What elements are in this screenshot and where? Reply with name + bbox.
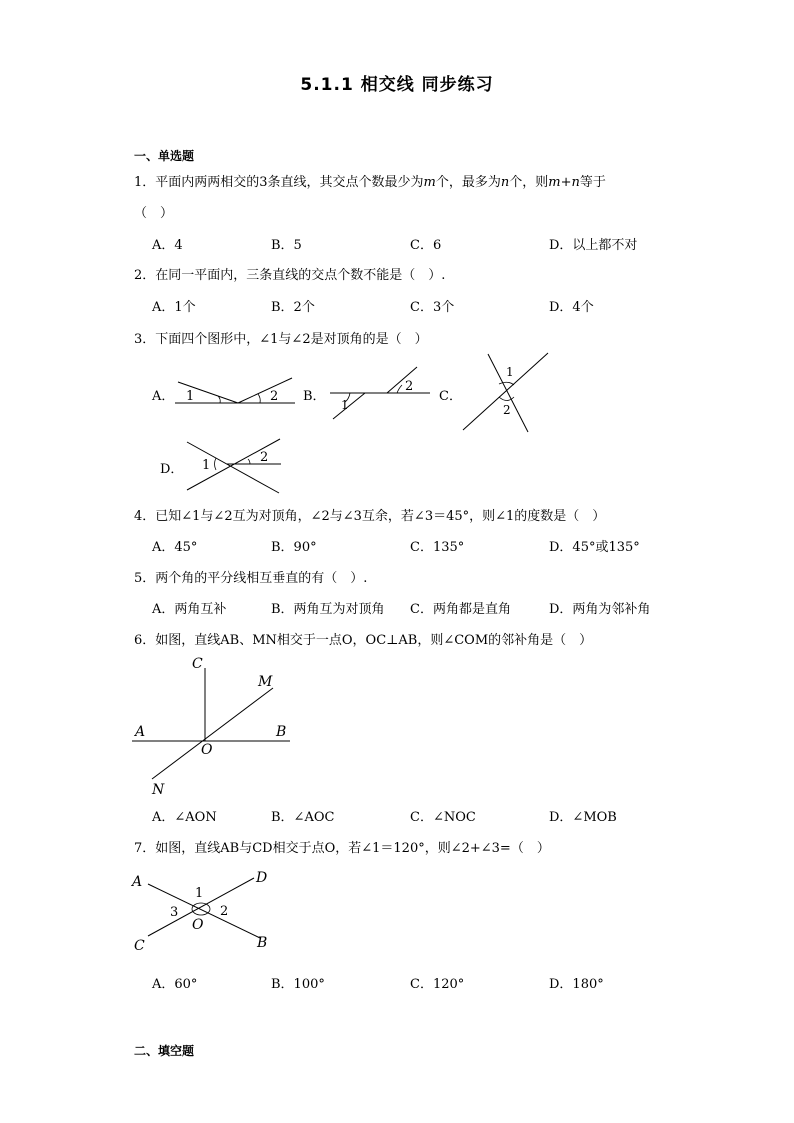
q6-option-c[interactable]: C．∠NOC	[410, 810, 476, 825]
q1-text-end: 等于	[579, 175, 606, 190]
q6-option-d[interactable]: D．∠MOB	[549, 810, 617, 825]
q1-option-c[interactable]: C．6	[410, 238, 442, 253]
fig-b-angle-1: 1	[341, 398, 349, 412]
q6-figure	[130, 652, 300, 800]
q1-option-b[interactable]: B．5	[271, 238, 302, 253]
question-4: 4．已知∠1与∠2互为对顶角，∠2与∠3互余，若∠3＝45°，则∠1的度数是（ ）	[134, 509, 606, 524]
fig-c-angle-2: 2	[503, 403, 511, 417]
q7-option-c[interactable]: C．120°	[410, 977, 465, 992]
q5-option-d[interactable]: D．两角为邻补角	[549, 602, 651, 617]
q4-option-c[interactable]: C．135°	[410, 540, 465, 555]
q7-angle-1: 1	[195, 886, 204, 901]
q3-figure-c	[458, 350, 554, 434]
section-single-choice: 一、单选题	[134, 149, 195, 163]
q5-option-a[interactable]: A．两角互补	[152, 602, 227, 617]
q6-label-c: C	[192, 656, 203, 672]
q1-option-d[interactable]: D．以上都不对	[549, 238, 638, 253]
q7-option-b[interactable]: B．100°	[271, 977, 325, 992]
question-1	[134, 171, 606, 190]
fig-a-angle-2: 2	[270, 389, 279, 404]
q2-option-a[interactable]: A．1个	[152, 300, 196, 315]
q3-option-d-label[interactable]: D．	[160, 462, 184, 477]
q7-option-d[interactable]: D．180°	[549, 977, 604, 992]
question-5: 5．两个角的平分线相互垂直的有（ ）.	[134, 571, 368, 586]
q6-label-b: B	[276, 724, 287, 740]
question-2: 2．在同一平面内，三条直线的交点个数不能是（ ）.	[134, 268, 446, 283]
q6-option-a[interactable]: A．∠AON	[152, 810, 217, 825]
q2-option-d[interactable]: D．4个	[549, 300, 594, 315]
question-3: 3．下面四个图形中，∠1与∠2是对顶角的是（ ）	[134, 332, 428, 347]
q2-option-b[interactable]: B．2个	[271, 300, 315, 315]
q7-label-b: B	[257, 935, 268, 951]
q7-figure	[130, 868, 280, 958]
section-fill-blank: 二、填空题	[134, 1044, 195, 1058]
q7-angle-3: 3	[170, 905, 179, 920]
fig-a-angle-1: 1	[186, 389, 195, 404]
q1-var-n: n	[500, 175, 510, 190]
fig-d-angle-2: 2	[260, 450, 269, 465]
q1-text-mid2: 个，则	[509, 175, 549, 190]
q6-label-o: O	[201, 742, 213, 758]
q4-option-d[interactable]: D．45°或135°	[549, 540, 640, 555]
q1-var-mn: m+n	[548, 175, 580, 190]
q7-label-a: A	[132, 874, 143, 890]
fig-d-angle-1: 1	[202, 458, 211, 473]
q4-option-a[interactable]: A．45°	[152, 540, 198, 555]
q7-option-a[interactable]: A．60°	[152, 977, 198, 992]
q6-label-m: M	[258, 674, 273, 690]
q1-var-m: m	[423, 175, 436, 190]
q3-option-b-label[interactable]: B．	[303, 389, 326, 404]
q7-angle-2: 2	[220, 904, 229, 919]
q7-label-d: D	[256, 870, 268, 886]
q7-label-o: O	[192, 917, 204, 933]
fig-c-angle-1: 1	[506, 365, 514, 379]
q1-text-mid1: 个，最多为	[435, 175, 501, 190]
q3-figure-d	[184, 436, 284, 496]
q7-label-c: C	[134, 938, 145, 954]
q2-option-c[interactable]: C．3个	[410, 300, 455, 315]
q6-label-n: N	[152, 782, 165, 798]
q5-option-b[interactable]: B．两角互为对顶角	[271, 602, 385, 617]
question-7: 7．如图，直线AB与CD相交于点O，若∠1＝120°，则∠2+∠3=（ ）	[134, 841, 550, 856]
q3-option-a-label[interactable]: A．	[152, 389, 175, 404]
q3-option-c-label[interactable]: C．	[439, 389, 462, 404]
page-title: 5.1.1 相交线 同步练习	[300, 75, 494, 95]
question-6: 6．如图，直线AB、MN相交于一点O，OC⊥AB，则∠COM的邻补角是（ ）	[134, 633, 593, 648]
q1-option-a[interactable]: A．4	[152, 238, 183, 253]
q3-figure-b	[325, 362, 435, 422]
q6-label-a: A	[135, 724, 146, 740]
q4-option-b[interactable]: B．90°	[271, 540, 317, 555]
q1-blank: （ ）	[134, 206, 174, 221]
q6-option-b[interactable]: B．∠AOC	[271, 810, 335, 825]
q5-option-c[interactable]: C．两角都是直角	[410, 602, 511, 617]
q3-figure-a	[170, 370, 300, 410]
q1-text-start: 1．平面内两两相交的3条直线，其交点个数最少为	[134, 175, 424, 190]
fig-b-angle-2: 2	[405, 379, 414, 394]
